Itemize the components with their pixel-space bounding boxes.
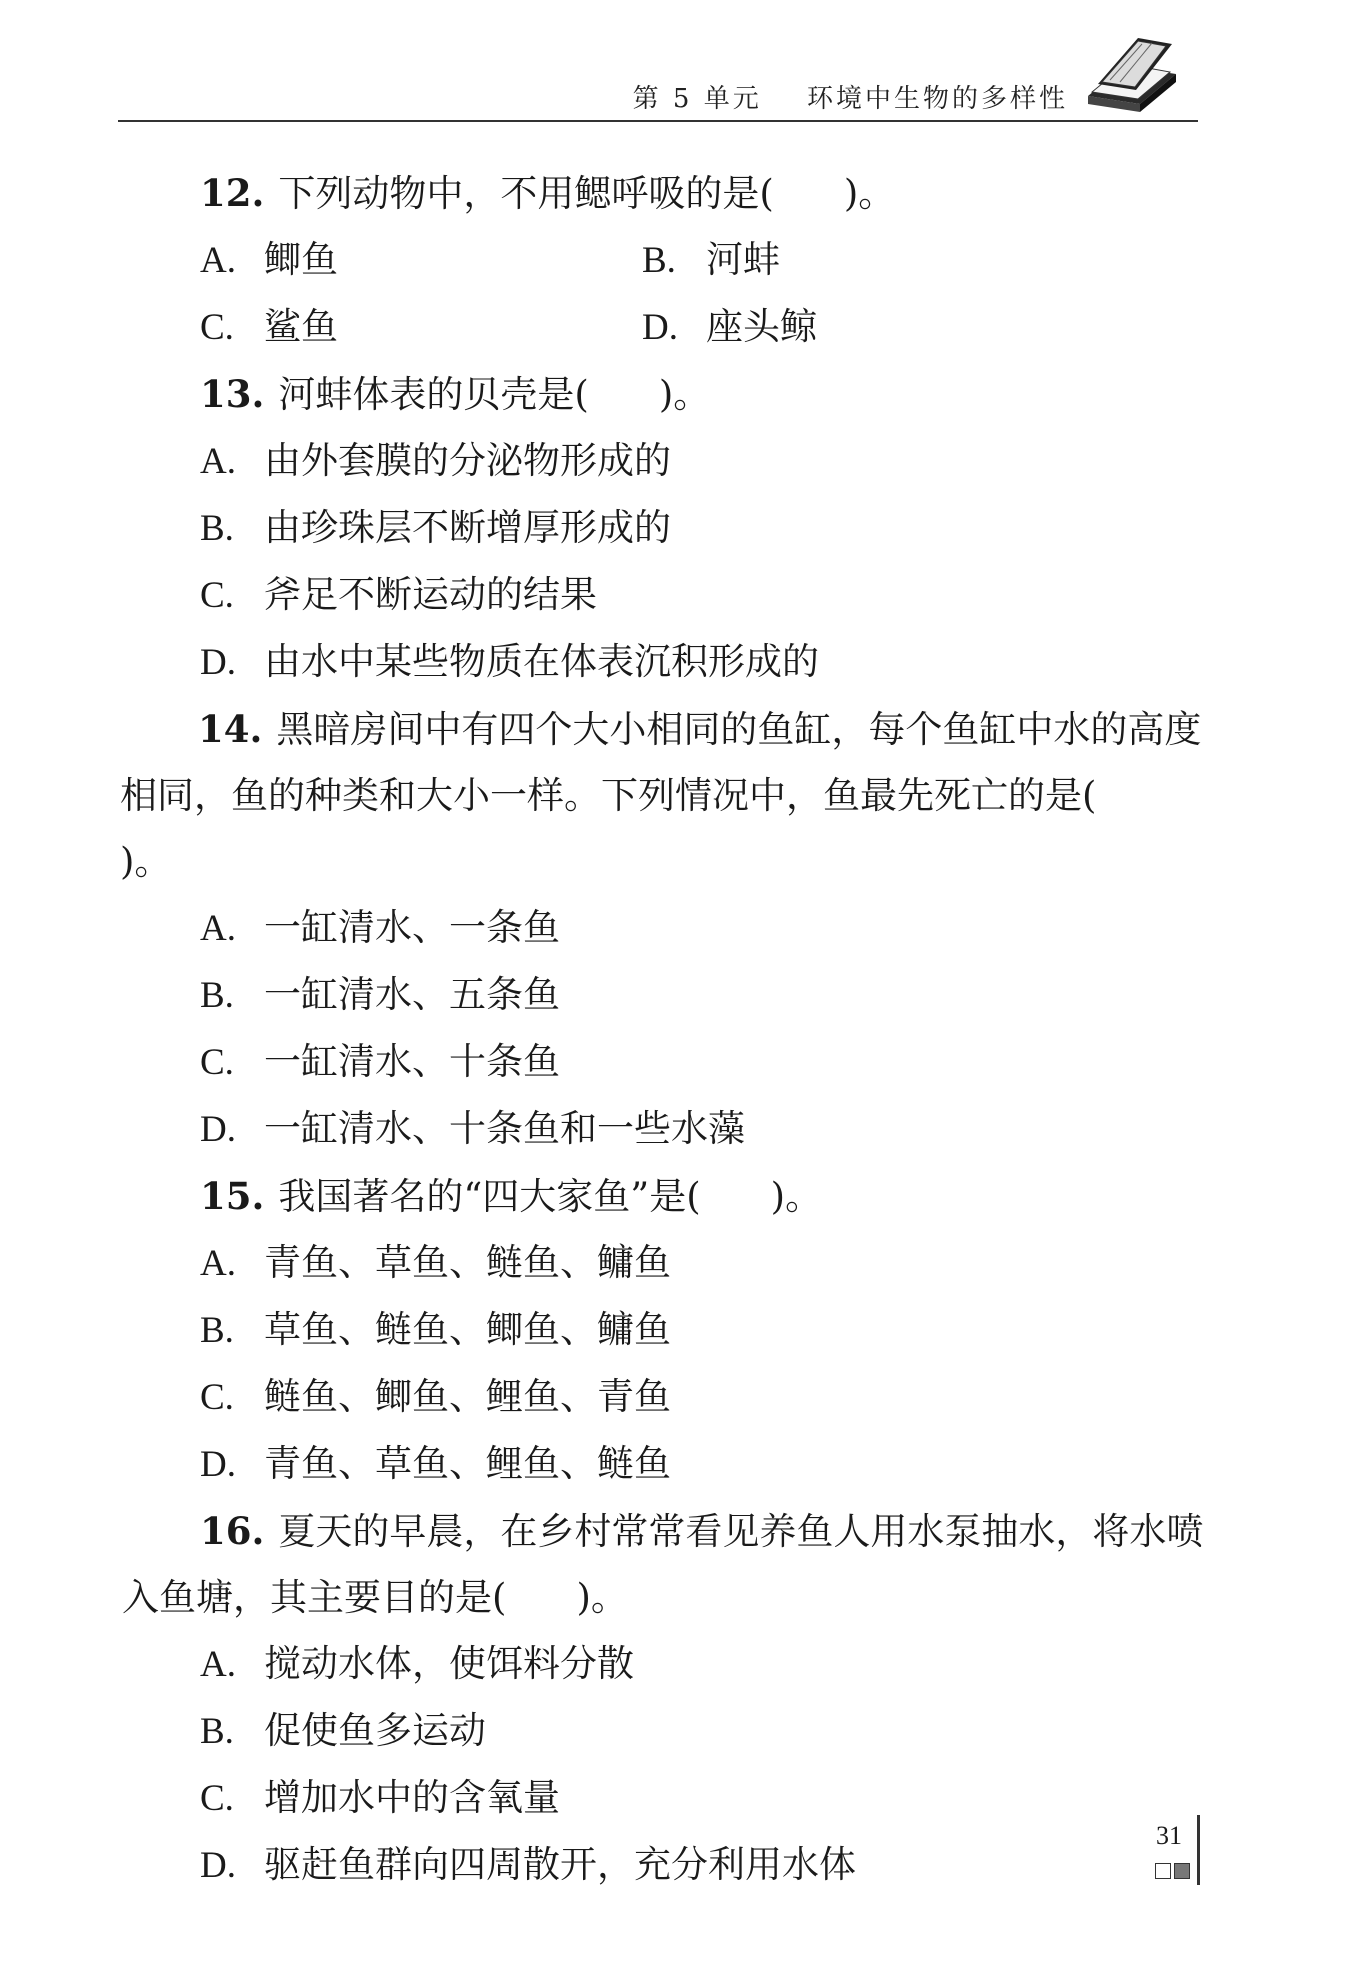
question-list — [122, 160, 1212, 1899]
unit-title: 环境中生物的多样性 — [806, 84, 1068, 114]
question-stem: 13. 河蚌体表的贝壳是( )。 — [200, 372, 711, 416]
option-c[interactable]: C. 鲢鱼、鲫鱼、鲤鱼、青鱼 — [200, 1375, 671, 1418]
option-b[interactable]: B. 一缸清水、五条鱼 — [200, 973, 560, 1016]
book-icon — [1080, 34, 1180, 118]
empty-square-icon — [1155, 1863, 1171, 1879]
unit-label: 第 5 单元 — [632, 84, 762, 114]
question-16 — [122, 1498, 1212, 1899]
option-a[interactable]: A. 青鱼、草鱼、鲢鱼、鳙鱼 — [200, 1241, 671, 1284]
option-d[interactable]: D. 座头鲸 — [642, 305, 817, 348]
question-12 — [122, 160, 1212, 361]
option-d[interactable]: D. 一缸清水、十条鱼和一些水藻 — [200, 1107, 745, 1150]
question-13 — [122, 361, 1212, 696]
question-stem: 16. 夏天的早晨，在乡村常常看见养鱼人用水泵抽水，将水喷入鱼塘，其主要目的是( )。 — [122, 1509, 1204, 1619]
header-rule — [118, 120, 1198, 122]
option-c[interactable]: C. 斧足不断运动的结果 — [200, 573, 597, 616]
option-b[interactable]: B. 河蚌 — [642, 238, 780, 281]
page-header — [118, 30, 1198, 122]
option-a[interactable]: A. 一缸清水、一条鱼 — [200, 906, 560, 949]
option-c[interactable]: C. 一缸清水、十条鱼 — [200, 1040, 560, 1083]
question-number: 14. — [198, 707, 263, 751]
page-number: 31 — [1156, 1821, 1182, 1850]
question-stem: 15. 我国著名的“四大家鱼”是( )。 — [200, 1174, 823, 1218]
question-stem: 12. 下列动物中，不用鳃呼吸的是( )。 — [200, 171, 896, 215]
option-d[interactable]: D. 驱赶鱼群向四周散开，充分利用水体 — [200, 1843, 856, 1886]
option-list — [122, 1631, 1212, 1899]
option-d[interactable]: D. 青鱼、草鱼、鲤鱼、鲢鱼 — [200, 1442, 671, 1485]
option-c[interactable]: C. 增加水中的含氧量 — [200, 1776, 560, 1819]
filled-square-icon — [1174, 1863, 1190, 1879]
option-a[interactable]: A. 由外套膜的分泌物形成的 — [200, 439, 671, 482]
question-number: 15. — [200, 1174, 265, 1218]
option-c[interactable]: C. 鲨鱼 — [200, 305, 338, 348]
question-number: 12. — [200, 171, 265, 215]
running-head — [633, 78, 1068, 115]
question-stem: 14. 黑暗房间中有四个大小相同的鱼缸，每个鱼缸中水的高度相同，鱼的种类和大小一样。下列情况中，鱼最先死亡的是()。 — [120, 707, 1202, 883]
option-b[interactable]: B. 由珍珠层不断增厚形成的 — [200, 506, 671, 549]
question-number: 16. — [200, 1509, 265, 1553]
question-14 — [122, 696, 1212, 1163]
option-b[interactable]: B. 草鱼、鲢鱼、鲫鱼、鳙鱼 — [200, 1308, 671, 1351]
page-footer — [1140, 1815, 1200, 1885]
option-list — [122, 1230, 1212, 1498]
question-number: 13. — [200, 372, 265, 416]
footer-rule — [1197, 1815, 1200, 1885]
option-d[interactable]: D. 由水中某些物质在体表沉积形成的 — [200, 640, 819, 683]
option-b[interactable]: B. 促使鱼多运动 — [200, 1709, 486, 1752]
question-15 — [122, 1163, 1212, 1498]
option-list — [122, 227, 1212, 361]
option-a[interactable]: A. 搅动水体，使饵料分散 — [200, 1642, 634, 1685]
option-list — [122, 428, 1212, 696]
footer-marker-icon — [1155, 1863, 1190, 1879]
option-list — [122, 895, 1212, 1163]
option-a[interactable]: A. 鲫鱼 — [200, 238, 338, 281]
